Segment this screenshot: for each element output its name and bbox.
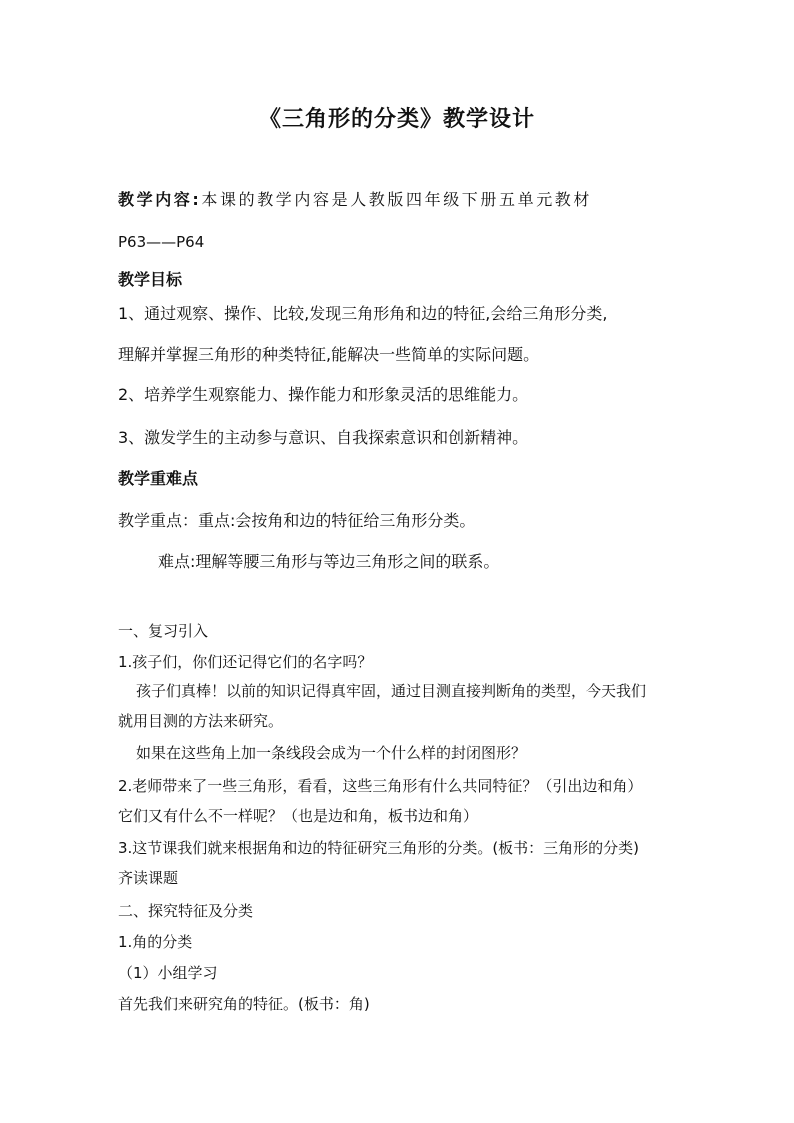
key-points-heading: 教学重难点 (118, 469, 199, 488)
key-point: 教学重点：重点:会按角和边的特征给三角形分类。 (118, 511, 476, 530)
paragraph-6: 1.角的分类 (118, 933, 193, 951)
paragraph-8: 首先我们来研究角的特征。(板书：角) (118, 995, 370, 1013)
section-1-title: 一、复习引入 (118, 622, 209, 640)
teaching-content (118, 192, 592, 208)
goals-heading: 教学目标 (118, 270, 183, 289)
paragraph-2-line-2: 就用目测的方法来研究。 (118, 712, 284, 730)
paragraph-5-line-1: 3.这节课我们就来根据角和边的特征研究三角形的分类。(板书：三角形的分类) (118, 839, 640, 857)
paragraph-2-line-1: 孩子们真棒！以前的知识记得真牢固，通过目测直接判断角的类型，今天我们 (136, 682, 647, 700)
goal-2: 2、培养学生观察能力、操作能力和形象灵活的思维能力。 (118, 385, 529, 404)
paragraph-4-line-1: 2.老师带来了一些三角形，看看，这些三角形有什么共同特征？（引出边和角） (118, 777, 643, 795)
paragraph-1: 1.孩子们，你们还记得它们的名字吗？ (118, 653, 373, 671)
section-2-title: 二、探究特征及分类 (118, 902, 254, 920)
difficult-point: 难点:理解等腰三角形与等边三角形之间的联系。 (158, 552, 500, 571)
teaching-content-label: 教学内容: (118, 190, 202, 209)
paragraph-4-line-2: 它们又有什么不一样呢？（也是边和角，板书边和角） (118, 807, 479, 825)
document-title: 《三角形的分类》教学设计 (258, 107, 535, 132)
goal-1-line-2: 理解并掌握三角形的种类特征,能解决一些简单的实际问题。 (118, 345, 540, 364)
paragraph-7: （1）小组学习 (118, 964, 218, 982)
teaching-content-text: 本课的教学内容是人教版四年级下册五单元教材 (201, 190, 593, 209)
goal-3: 3、激发学生的主动参与意识、自我探索意识和创新精神。 (118, 428, 529, 447)
goal-1-line-1: 1、通过观察、操作、比较,发现三角形角和边的特征,会给三角形分类, (118, 304, 608, 323)
teaching-content-pages: P63——P64 (118, 233, 205, 251)
paragraph-3: 如果在这些角上加一条线段会成为一个什么样的封闭图形？ (136, 744, 527, 762)
paragraph-5-line-2: 齐读课题 (118, 869, 179, 887)
